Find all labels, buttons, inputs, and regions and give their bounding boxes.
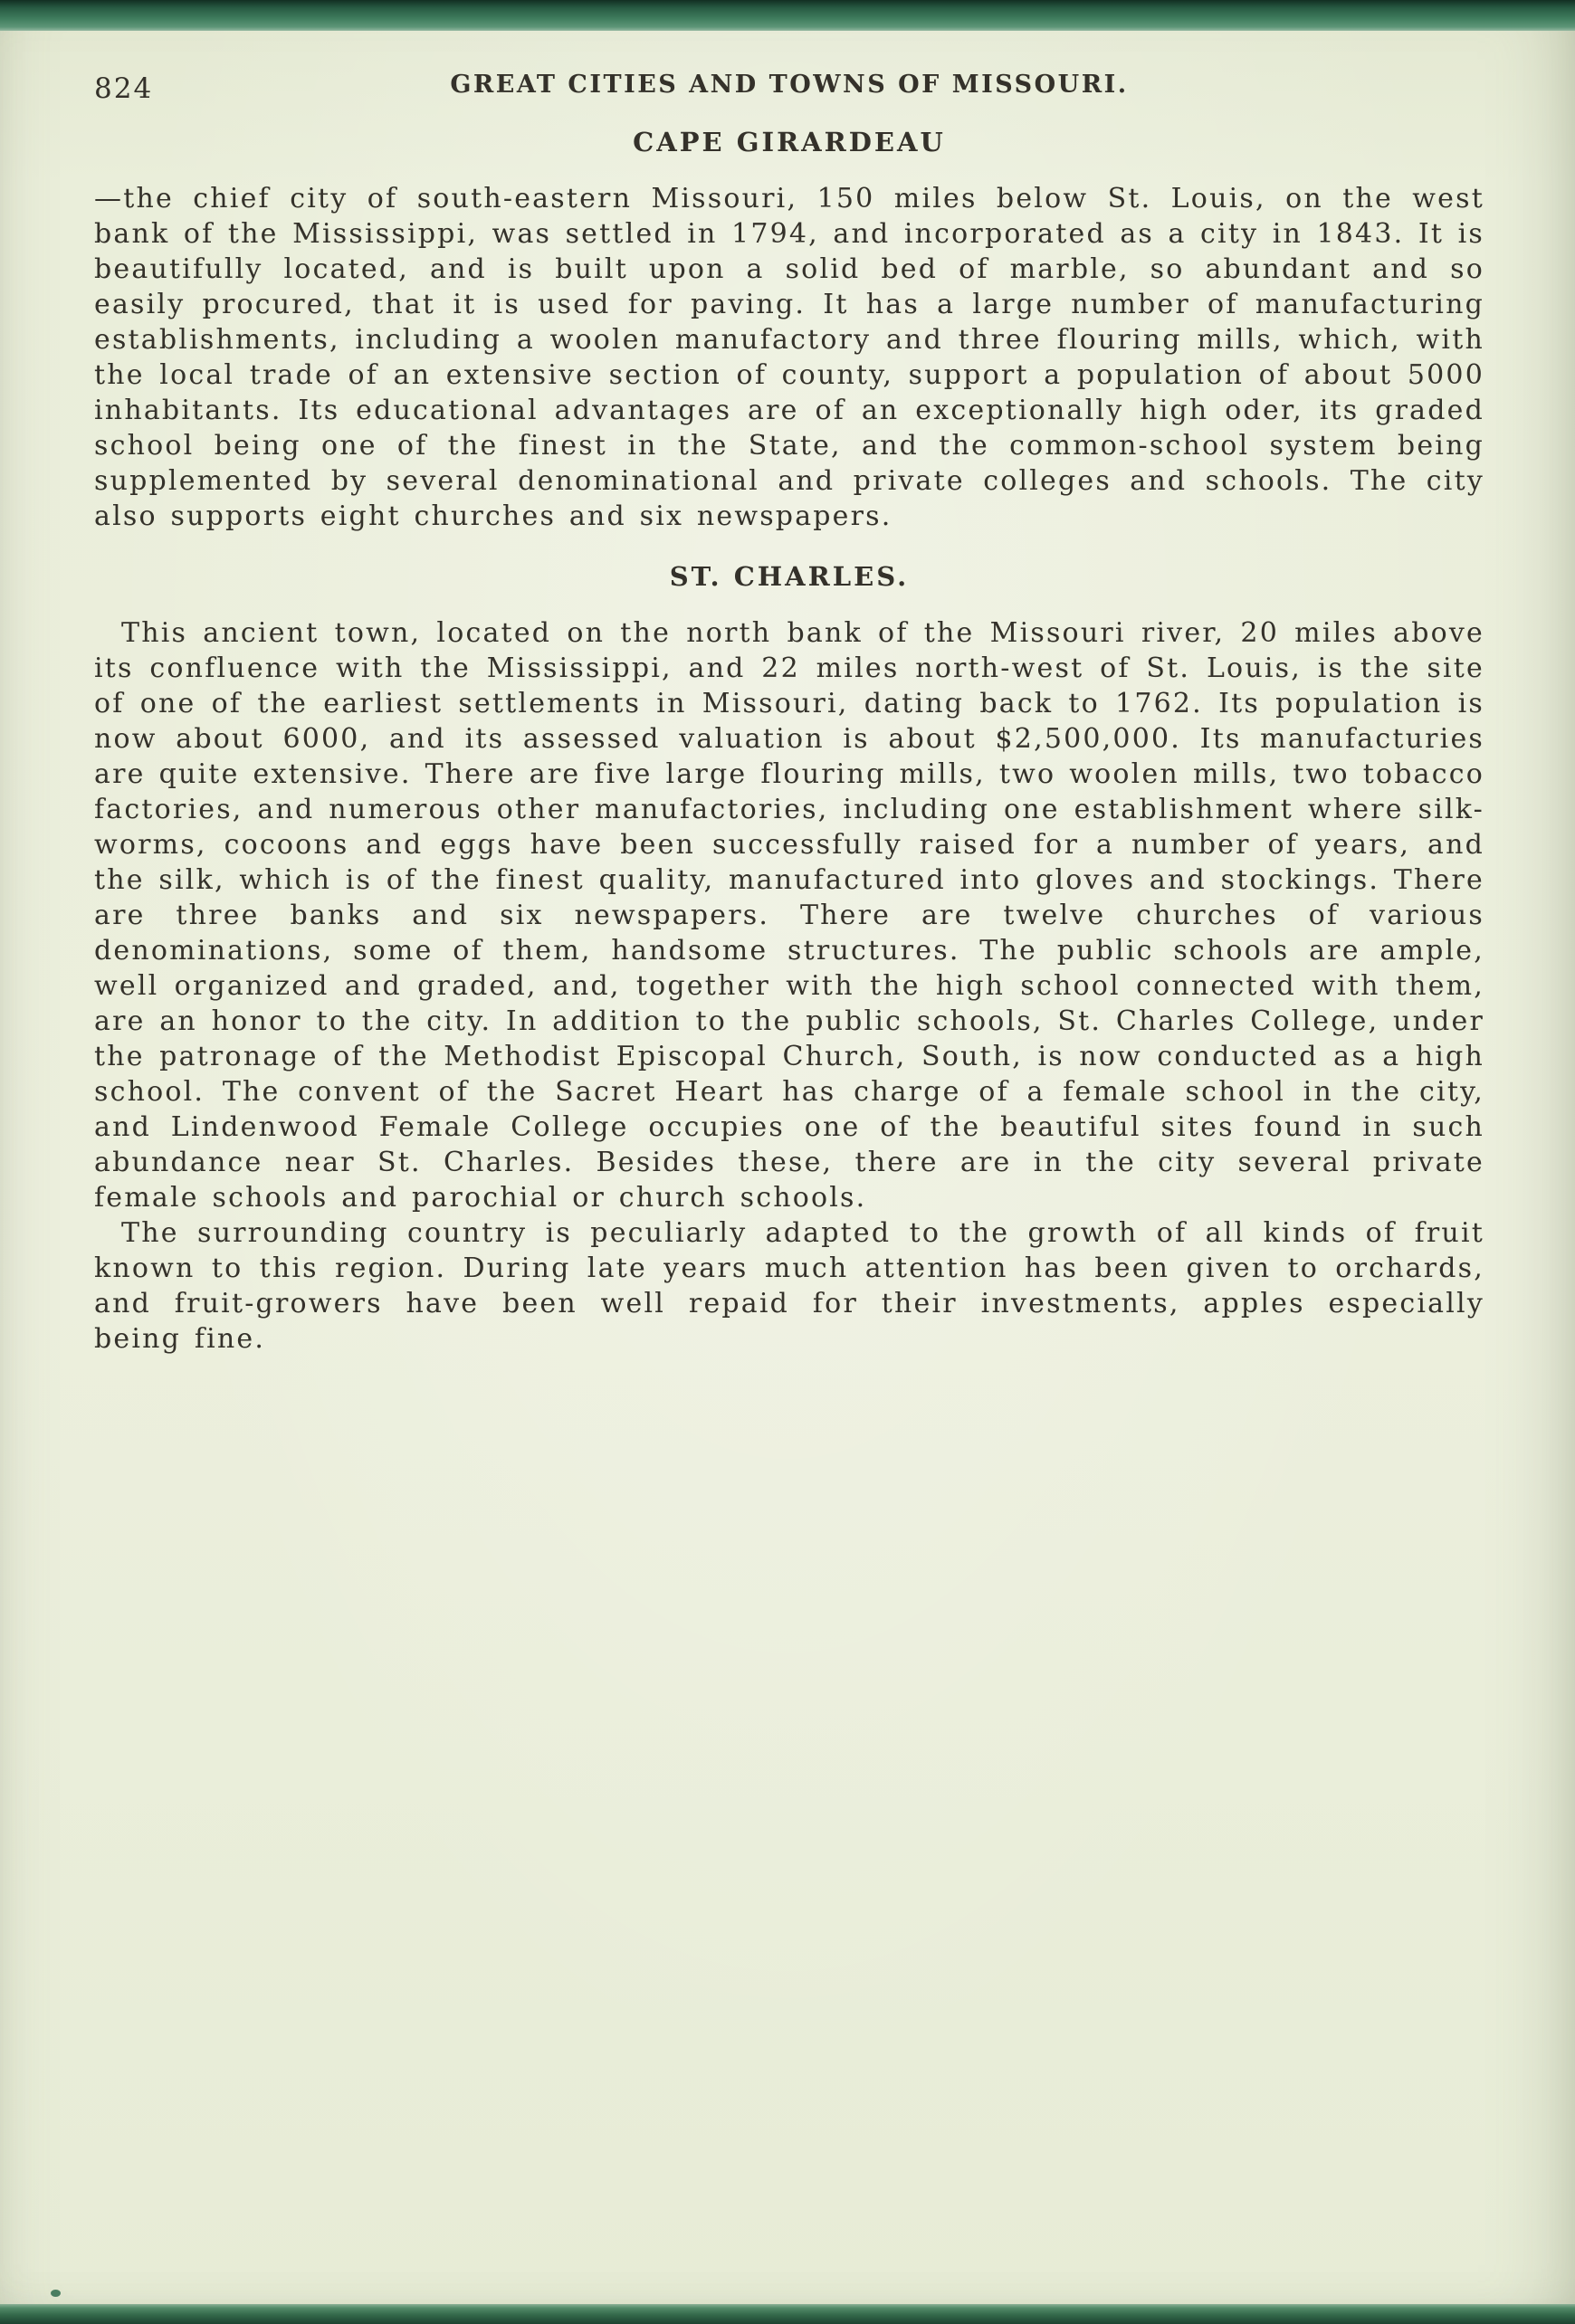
section-heading-st-charles: ST. CHARLES.	[669, 561, 910, 592]
paragraph-st-charles-1: This ancient town, located on the north bank of the Missouri river, 20 miles above its confluence with the Mississippi, and 22 miles north-west of St. Louis, is the site of one of the earliest settlements in Missouri, dating back to 1762. Its population is now about 6000, and its assessed valuation is about $2,500,000. Its manufacturies are quite extensive. There are five large flouring mills, two woolen mills, two tobacco factories, and numerous other manufactories, including one establishment where silk-worms, cocoons and eggs have been successfully raised for a number of years, and the silk, which is of the finest quality, manufactured into gloves and stockings. There are three banks and six newspapers. There are twelve churches of various denominations, some of them, handsome structures. The public schools are ample, well organized and graded, and, together with the high school connected with them, are an honor to the city. In addition to the public schools, St. Charles College, under the patronage of the Methodist Episcopal Church, South, is now conducted as a high school. The convent of the Sacret Heart has charge of a female school in the city, and Lindenwood Female College occupies one of the beautiful sites found in such abundance near St. Charles. Besides these, there are in the city several private female schools and parochial or church schools.	[94, 617, 1484, 1214]
scan-edge-top	[0, 0, 1575, 31]
section-st-charles	[94, 561, 1484, 1357]
running-header: GREAT CITIES AND TOWNS OF MISSOURI.	[450, 71, 1129, 99]
paragraph-cape-girardeau: —the chief city of south-eastern Missouri, 150 miles below St. Louis, on the west bank of the Mississippi, was settled in 1794, and incorporated as a city in 1843. It is beautifully located, and is built upon a solid bed of marble, so abundant and so easily procured, that it is used for paving. It has a large number of manufacturing establishments, including a woolen manufactory and three flouring mills, which, with the local trade of an extensive section of county, support a population of about 5000 inhabitants. Its educational advantages are of an exceptionally high oder, its graded school being one of the finest in the State, and the common-school system being supplemented by several denominational and private colleges and schools. The city also supports eight churches and six newspapers.	[94, 183, 1484, 532]
page-number: 824	[94, 72, 154, 105]
scan-ink-speck	[51, 2290, 61, 2297]
section-cape-girardeau	[94, 127, 1484, 534]
section-heading-cape-girardeau: CAPE GIRARDEAU	[633, 127, 946, 157]
paragraph-st-charles-2: The surrounding country is peculiarly adapted to the growth of all kinds of fruit known to this region. During late years much attention has been given to orchards, and fruit-growers have been well repaid for their investments, apples especially being fine.	[94, 1217, 1484, 1355]
book-page	[0, 31, 1575, 2304]
page-header	[94, 71, 1484, 109]
scan-edge-bottom	[0, 2304, 1575, 2324]
